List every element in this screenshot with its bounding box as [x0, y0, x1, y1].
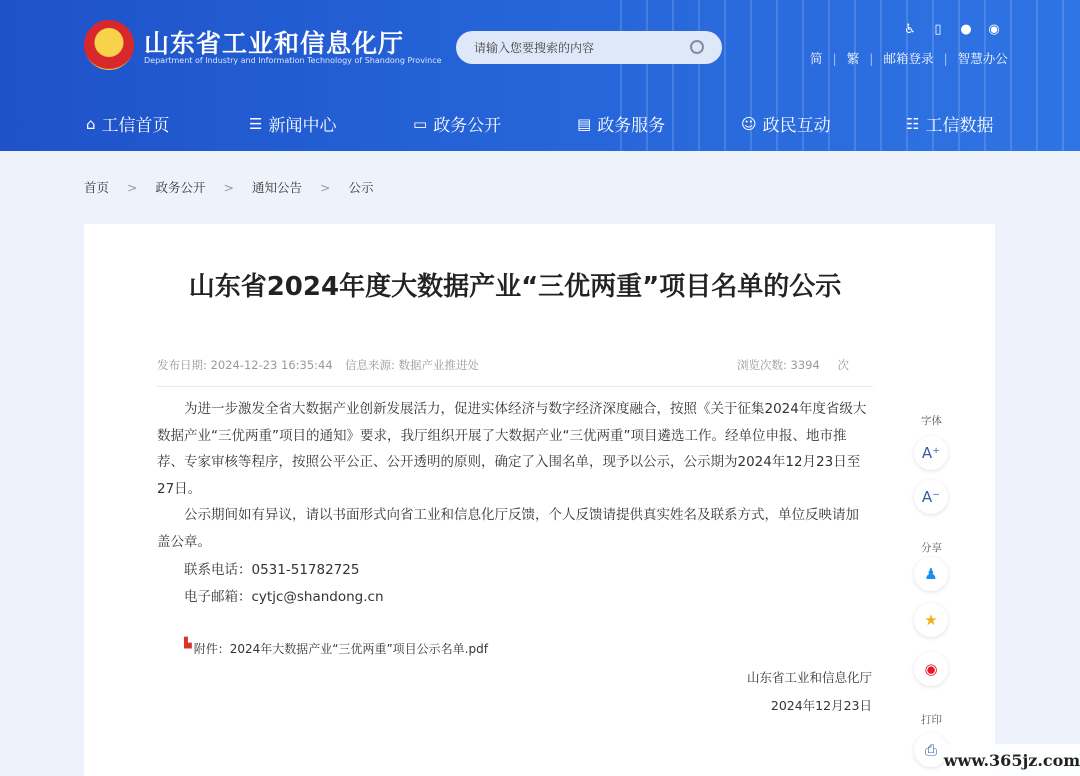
- article-paragraph: 为进一步激发全省大数据产业创新发展活力，促进实体经济与数字经济深度融合，按照《关于征集2024年度省级大数据产业“三优两重”项目的通知》要求，我厅组织开展了大数据产业“三优两重”项目遴选工作。经单位申报、地市推荐、专家审核等程序，按照公平公正、公开透明的原则，确定了入围名单，现予以公示，公示期为2024年12月23日至27日。: [157, 401, 867, 497]
- site-title[interactable]: 山东省工业和信息化厅: [144, 29, 405, 58]
- nav-label: 工信首页: [101, 116, 170, 136]
- view-count: [737, 357, 849, 373]
- chevron-right-icon: >: [127, 179, 138, 195]
- pdf-icon: ▙: [184, 638, 192, 649]
- nav-label: 工信数据: [925, 116, 994, 136]
- signature-org: 山东省工业和信息化厅: [746, 670, 872, 685]
- service-icon: ▤: [577, 114, 592, 133]
- main-nav: [0, 103, 1080, 143]
- chevron-right-icon: >: [320, 179, 331, 195]
- news-icon: ☰: [249, 114, 263, 133]
- mobile-icon[interactable]: ▯: [934, 22, 942, 37]
- nav-item-data[interactable]: [906, 111, 993, 136]
- nav-item-news[interactable]: [249, 111, 336, 136]
- traditional-chinese-link[interactable]: 繁: [846, 51, 860, 66]
- qq-share-button[interactable]: [914, 557, 948, 591]
- site-watermark: www.365jz.com: [944, 744, 1080, 776]
- nav-item-interaction[interactable]: [741, 111, 831, 136]
- weibo-icon: ◉: [924, 660, 938, 678]
- weibo-share-button[interactable]: [914, 652, 948, 686]
- simplified-chinese-link[interactable]: 简: [810, 51, 823, 66]
- nav-label: 新闻中心: [268, 116, 337, 136]
- print-label: 打印: [921, 714, 942, 726]
- nav-label: 政民互动: [762, 116, 831, 136]
- contact-email[interactable]: 电子邮箱：cytjc@shandong.cn: [184, 589, 384, 605]
- star-icon: ★: [924, 611, 938, 629]
- font-increase-button[interactable]: A⁺: [914, 436, 948, 470]
- accessibility-icon[interactable]: ♿: [904, 22, 916, 37]
- nav-item-gov-service[interactable]: [577, 111, 665, 136]
- article-title: 山东省2024年度大数据产业“三优两重”项目名单的公示: [188, 272, 842, 302]
- weibo-icon[interactable]: ◉: [988, 22, 1000, 37]
- smart-office-link[interactable]: 智慧办公: [957, 51, 1008, 66]
- qq-icon: ♟: [924, 565, 938, 583]
- share-label: 分享: [921, 542, 942, 554]
- site-header: [0, 0, 1080, 151]
- divider: |: [832, 50, 837, 66]
- divider: |: [943, 50, 948, 66]
- nav-item-gov-affairs[interactable]: [413, 111, 501, 136]
- breadcrumb-publicity[interactable]: 公示: [348, 180, 374, 195]
- contact-phone: 联系电话：0531-51782725: [184, 562, 360, 578]
- mailbox-login-link[interactable]: 邮箱登录: [883, 51, 934, 66]
- views-value: 3394: [790, 358, 820, 372]
- divider: [157, 386, 873, 387]
- article-paragraph: 公示期间如有异议，请以书面形式向省工业和信息化厅反馈，个人反馈请提供真实姓名及联系方式，单位反映请加盖公章。: [157, 507, 859, 550]
- publish-date: [157, 357, 333, 373]
- home-icon: ⌂: [86, 114, 96, 133]
- breadcrumb-notices[interactable]: 通知公告: [252, 180, 303, 195]
- search-box[interactable]: [456, 31, 722, 64]
- national-emblem-icon[interactable]: ★: [84, 20, 134, 70]
- attachment-label: 附件：2024年大数据产业“三优两重”项目公示名单.pdf: [193, 642, 488, 656]
- font-size-label: 字体: [921, 415, 942, 427]
- chevron-right-icon: >: [223, 179, 234, 195]
- info-source: [345, 357, 479, 373]
- qzone-share-button[interactable]: [914, 603, 948, 637]
- views-unit: 次: [837, 358, 849, 372]
- publish-value: 2024-12-23 16:35:44: [210, 358, 333, 372]
- search-icon[interactable]: [690, 40, 704, 54]
- source-label: 信息来源:: [345, 358, 395, 372]
- breadcrumb: [84, 178, 374, 196]
- source-value: 数据产业推进处: [398, 358, 480, 372]
- top-icon-bar: [902, 22, 1002, 37]
- publish-label: 发布日期:: [157, 358, 207, 372]
- wechat-icon[interactable]: ●: [960, 22, 972, 37]
- site-subtitle: Department of Industry and Information Technology of Shandong Province: [144, 56, 442, 65]
- nav-label: 政务公开: [433, 116, 502, 136]
- attachment-link[interactable]: [184, 640, 488, 657]
- article-body: [157, 396, 871, 555]
- search-input[interactable]: [474, 38, 684, 57]
- chat-icon: ☺: [741, 114, 757, 133]
- monitor-icon: ▭: [413, 114, 428, 133]
- breadcrumb-home[interactable]: 首页: [84, 180, 110, 195]
- font-decrease-button[interactable]: A⁻: [914, 480, 948, 514]
- nav-label: 政务服务: [597, 116, 666, 136]
- views-label: 浏览次数:: [737, 358, 787, 372]
- database-icon: ☷: [906, 114, 920, 133]
- signature-date: 2024年12月23日: [770, 698, 872, 713]
- nav-item-home[interactable]: [86, 111, 170, 136]
- breadcrumb-gov-affairs[interactable]: 政务公开: [155, 180, 206, 195]
- printer-icon: ⎙: [924, 741, 937, 759]
- divider: |: [869, 50, 874, 66]
- top-links: [810, 49, 1008, 67]
